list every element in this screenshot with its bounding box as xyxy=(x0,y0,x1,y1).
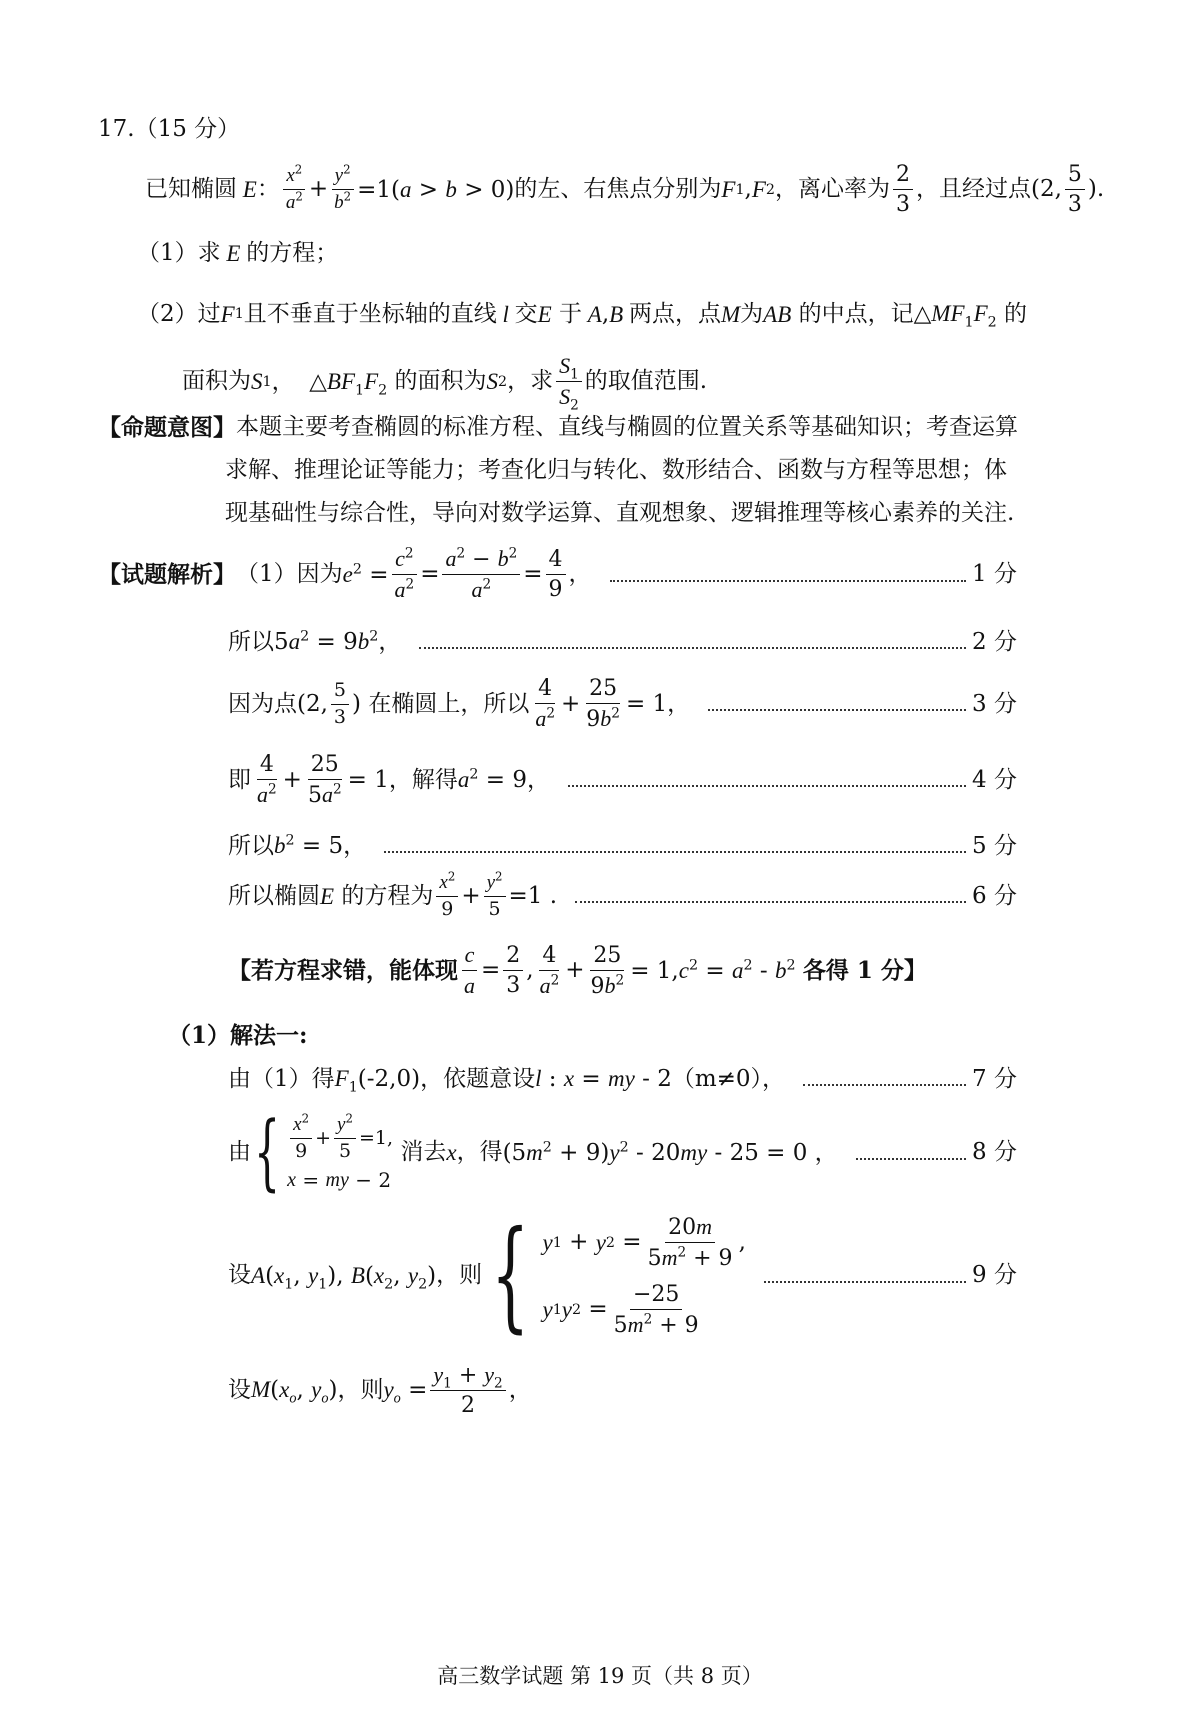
score-label: 5 分 xyxy=(972,832,1017,859)
intent-line: 现基础性与综合性，导向对数学运算、直观想象、逻辑推理等核心素养的关注. xyxy=(225,500,1015,526)
solution-step-9: 设 $A(x_1$, $y_1$), $B(x_2$, $y_2$) ，则 { y 1 + y 2 = $\frac{20m}{5m^2 + 9}$ , y 1 y 2 = $\frac{-25}{5m^2 + 9}$ 9 分 xyxy=(228,1206,1017,1346)
dotted-leader xyxy=(708,709,966,711)
problem-number: 17.（15 分） xyxy=(98,116,241,142)
score-label: 9 分 xyxy=(972,1262,1017,1289)
solution-step-10: 设 $M(x_o$, $y_o$) ，则 $y_o$ = $\frac{y_1 + y_2}{2}$ ， xyxy=(228,1362,532,1419)
solution-step-3: 因为点 (2, $\frac{5}{3}$ ) 在椭圆上，所以 $\frac{4}{a^2}$ + $\frac{25}{9b^2}$ = 1， 3 分 xyxy=(228,676,1017,733)
grading-note: 【若方程求错，能体现 $\frac{c}{a}$ = $\frac{2}{3}$ , $\frac{4}{a^2}$ + $\frac{25}{9b^2}$ = $1,c^2 = a^2 - b^2$ 各得 1 分】 xyxy=(228,942,927,999)
method-title: （1）解法一: xyxy=(168,1022,308,1049)
dotted-leader xyxy=(610,580,967,582)
score-label: 3 分 xyxy=(972,690,1017,717)
intent-line: 求解、推理论证等能力；考查化归与转化、数形结合、函数与方程等思想；体 xyxy=(225,457,1007,483)
question-2: （2）过 F 1 且不垂直于坐标轴的直线 l 交 E 于 A , B 两点，点 M 为 AB 的中点，记 $\triangle MF_1F_2$ 的 xyxy=(137,300,1028,331)
dotted-leader xyxy=(384,851,966,853)
dotted-leader xyxy=(568,785,966,787)
dotted-leader xyxy=(419,647,966,649)
score-label: 1 分 xyxy=(972,561,1017,587)
solution-step-5: 所以 $b^2 = 5$， 5 分 xyxy=(228,832,1017,859)
page-footer: 高三数学试题 第 19 页（共 8 页） xyxy=(437,1664,763,1688)
intent-label: 【命题意图】 xyxy=(98,414,236,441)
intent-line: 本题主要考查椭圆的标准方程、直线与椭圆的位置关系等基础知识；考查运算 xyxy=(236,414,1018,440)
question-2-cont: 面积为 S 1 ， $\triangle BF_1F_2$ 的面积为 S 2 ，求 $\frac{S_1}{S_2}$ 的取值范围. xyxy=(182,353,708,414)
dotted-leader xyxy=(764,1281,966,1283)
dotted-leader xyxy=(803,1084,966,1086)
intent-section xyxy=(98,406,1018,535)
solution-step-8: 由 { $\frac{x^2}{9}$ + $\frac{y^2}{5}$ =1, x = my − 2 消去 x ，得 $(5m^2 + 9)y^2 - 20my - 25 = 0$ ， 8 分 xyxy=(228,1105,1017,1200)
score-label: 6 分 xyxy=(972,882,1017,909)
solution-step-6: 所以椭圆 E 的方程为 $\frac{x^2}{9}$ + $\frac{y^2}{5}$ =1 . 6 分 xyxy=(228,869,1017,920)
dotted-leader xyxy=(856,1158,966,1160)
problem-stem: 已知椭圆 E ： $\frac{x^2}{a^2}$ + $\frac{y^2}{b^2}$ =1(a > b > 0) 的左、右焦点分别为 F 1 , F 2 ，离心率为 $\frac{2}{3}$ ，且经过点 (2, $\frac{5}{3}$ ). xyxy=(145,162,1105,218)
solution-step-2: 所以 $5a^2 = 9b^2$， 2 分 xyxy=(228,628,1017,655)
solution-step-1: 【试题解析】 （1）因为 $e^2$ = $\frac{c^2}{a^2}$ = $\frac{a^2 - b^2}{a^2}$ = $\frac{4}{9}$ ， 1 分 xyxy=(98,545,1017,603)
dotted-leader xyxy=(575,901,966,903)
solution-step-7: 由（1）得 $F_1(-2,0)$ ，依题意设 l : x = my - 2 （m≠0）， 7 分 xyxy=(228,1065,1017,1096)
score-label: 2 分 xyxy=(972,628,1017,655)
score-label: 8 分 xyxy=(972,1139,1017,1166)
score-label: 7 分 xyxy=(972,1065,1017,1092)
solution-step-4: 即 $\frac{4}{a^2}$ + $\frac{25}{5a^2}$ = 1 ，解得 $a^2 = 9$， 4 分 xyxy=(228,752,1017,809)
question-1: （1）求 E 的方程； xyxy=(137,240,339,266)
score-label: 4 分 xyxy=(972,766,1017,793)
